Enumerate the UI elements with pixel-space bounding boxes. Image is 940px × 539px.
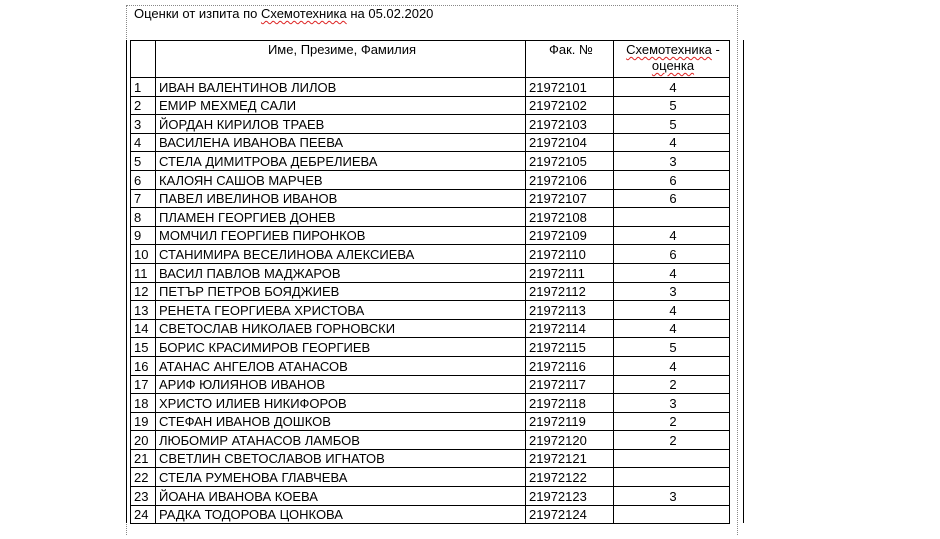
faculty-number: 21972119	[526, 412, 614, 431]
faculty-number: 21972120	[526, 431, 614, 450]
table-row	[131, 394, 730, 413]
faculty-number: 21972117	[526, 375, 614, 394]
faculty-number: 21972109	[526, 226, 614, 245]
table-row	[131, 189, 730, 208]
row-number: 13	[131, 301, 156, 320]
student-name: ХРИСТО ИЛИЕВ НИКИФОРОВ	[156, 394, 526, 413]
student-name: ВАСИЛ ПАВЛОВ МАДЖАРОВ	[156, 263, 526, 282]
document-title	[134, 6, 433, 21]
student-name: ЛЮБОМИР АТАНАСОВ ЛАМБОВ	[156, 431, 526, 450]
row-number: 8	[131, 208, 156, 227]
grade: 4	[614, 226, 730, 245]
grade: 4	[614, 133, 730, 152]
student-name: СТЕФАН ИВАНОВ ДОШКОВ	[156, 412, 526, 431]
grade: 4	[614, 263, 730, 282]
row-number: 16	[131, 356, 156, 375]
table-row	[131, 487, 730, 506]
student-name: КАЛОЯН САШОВ МАРЧЕВ	[156, 170, 526, 189]
student-name: АРИФ ЮЛИЯНОВ ИВАНОВ	[156, 375, 526, 394]
faculty-number: 21972103	[526, 115, 614, 134]
grade	[614, 208, 730, 227]
table-row	[131, 375, 730, 394]
table-row	[131, 505, 730, 524]
table-row	[131, 431, 730, 450]
student-name: СВЕТОСЛАВ НИКОЛАЕВ ГОРНОВСКИ	[156, 319, 526, 338]
row-number: 23	[131, 487, 156, 506]
faculty-number: 21972110	[526, 245, 614, 264]
grade: 4	[614, 301, 730, 320]
table-row	[131, 152, 730, 171]
row-number: 10	[131, 245, 156, 264]
grade: 3	[614, 152, 730, 171]
faculty-number: 21972115	[526, 338, 614, 357]
faculty-number: 21972116	[526, 356, 614, 375]
grade: 5	[614, 96, 730, 115]
grade: 2	[614, 412, 730, 431]
student-name: ПАВЕЛ ИВЕЛИНОВ ИВАНОВ	[156, 189, 526, 208]
grade	[614, 449, 730, 468]
faculty-number: 21972113	[526, 301, 614, 320]
row-number: 14	[131, 319, 156, 338]
student-name: СТЕЛА РУМЕНОВА ГЛАВЧЕВА	[156, 468, 526, 487]
title-subject: Схемотехника	[260, 6, 347, 21]
student-name: ВАСИЛЕНА ИВАНОВА ПЕЕВА	[156, 133, 526, 152]
grade: 6	[614, 189, 730, 208]
row-number: 17	[131, 375, 156, 394]
table-row	[131, 133, 730, 152]
faculty-number: 21972107	[526, 189, 614, 208]
row-number: 19	[131, 412, 156, 431]
row-number: 24	[131, 505, 156, 524]
grade: 3	[614, 394, 730, 413]
student-name: ЙОРДАН КИРИЛОВ ТРАЕВ	[156, 115, 526, 134]
header-name: Име, Презиме, Фамилия	[156, 41, 526, 78]
row-number: 18	[131, 394, 156, 413]
faculty-number: 21972112	[526, 282, 614, 301]
row-number: 11	[131, 263, 156, 282]
header-grade-line2: оценка	[651, 58, 695, 73]
grade: 4	[614, 356, 730, 375]
student-name: РЕНЕТА ГЕОРГИЕВА ХРИСТОВА	[156, 301, 526, 320]
table-body	[131, 78, 730, 524]
faculty-number: 21972102	[526, 96, 614, 115]
row-number: 7	[131, 189, 156, 208]
grade: 6	[614, 245, 730, 264]
table-row	[131, 226, 730, 245]
table-header-row	[131, 41, 730, 78]
grade: 4	[614, 78, 730, 97]
table-row	[131, 115, 730, 134]
row-number: 4	[131, 133, 156, 152]
student-name: БОРИС КРАСИМИРОВ ГЕОРГИЕВ	[156, 338, 526, 357]
row-number: 12	[131, 282, 156, 301]
table-row	[131, 263, 730, 282]
faculty-number: 21972118	[526, 394, 614, 413]
student-name: ЙОАНА ИВАНОВА КОЕВА	[156, 487, 526, 506]
grade: 3	[614, 487, 730, 506]
student-name: АТАНАС АНГЕЛОВ АТАНАСОВ	[156, 356, 526, 375]
grade: 5	[614, 115, 730, 134]
table-row	[131, 170, 730, 189]
row-number: 9	[131, 226, 156, 245]
table-row	[131, 449, 730, 468]
table-row	[131, 319, 730, 338]
header-grade-word: Схемотехника	[626, 42, 712, 57]
row-number: 2	[131, 96, 156, 115]
faculty-number: 21972122	[526, 468, 614, 487]
header-grade-dash: -	[711, 42, 720, 57]
row-number: 21	[131, 449, 156, 468]
row-number: 3	[131, 115, 156, 134]
student-name: СТАНИМИРА ВЕСЕЛИНОВА АЛЕКСИЕВА	[156, 245, 526, 264]
faculty-number: 21972111	[526, 263, 614, 282]
faculty-number: 21972101	[526, 78, 614, 97]
table-row	[131, 96, 730, 115]
table-row	[131, 282, 730, 301]
header-faculty-number: Фак. №	[526, 41, 614, 78]
student-name: СТЕЛА ДИМИТРОВА ДЕБРЕЛИЕВА	[156, 152, 526, 171]
table-row	[131, 412, 730, 431]
header-grade	[614, 41, 730, 78]
title-prefix: Оценки от изпита по	[134, 6, 261, 21]
grade	[614, 468, 730, 487]
grade: 2	[614, 431, 730, 450]
table-row	[131, 468, 730, 487]
table-row	[131, 78, 730, 97]
grade: 4	[614, 319, 730, 338]
table-row	[131, 301, 730, 320]
table-row	[131, 208, 730, 227]
student-name: ИВАН ВАЛЕНТИНОВ ЛИЛОВ	[156, 78, 526, 97]
row-number: 22	[131, 468, 156, 487]
row-number: 6	[131, 170, 156, 189]
grades-table	[130, 40, 730, 524]
grade	[614, 505, 730, 524]
student-name: СВЕТЛИН СВЕТОСЛАВОВ ИГНАТОВ	[156, 449, 526, 468]
grade: 5	[614, 338, 730, 357]
faculty-number: 21972105	[526, 152, 614, 171]
table-outer-right-border	[743, 40, 744, 523]
student-name: ПЕТЪР ПЕТРОВ БОЯДЖИЕВ	[156, 282, 526, 301]
faculty-number: 21972104	[526, 133, 614, 152]
student-name: ЕМИР МЕХМЕД САЛИ	[156, 96, 526, 115]
faculty-number: 21972124	[526, 505, 614, 524]
faculty-number: 21972114	[526, 319, 614, 338]
row-number: 15	[131, 338, 156, 357]
row-number: 20	[131, 431, 156, 450]
student-name: РАДКА ТОДОРОВА ЦОНКОВА	[156, 505, 526, 524]
row-number: 1	[131, 78, 156, 97]
table-row	[131, 356, 730, 375]
table-row	[131, 245, 730, 264]
grade: 2	[614, 375, 730, 394]
student-name: ПЛАМЕН ГЕОРГИЕВ ДОНЕВ	[156, 208, 526, 227]
faculty-number: 21972123	[526, 487, 614, 506]
grade: 3	[614, 282, 730, 301]
faculty-number: 21972106	[526, 170, 614, 189]
table-row	[131, 338, 730, 357]
faculty-number: 21972108	[526, 208, 614, 227]
student-name: МОМЧИЛ ГЕОРГИЕВ ПИРОНКОВ	[156, 226, 526, 245]
grade: 6	[614, 170, 730, 189]
title-suffix: на 05.02.2020	[346, 6, 434, 21]
faculty-number: 21972121	[526, 449, 614, 468]
header-num	[131, 41, 156, 78]
row-number: 5	[131, 152, 156, 171]
